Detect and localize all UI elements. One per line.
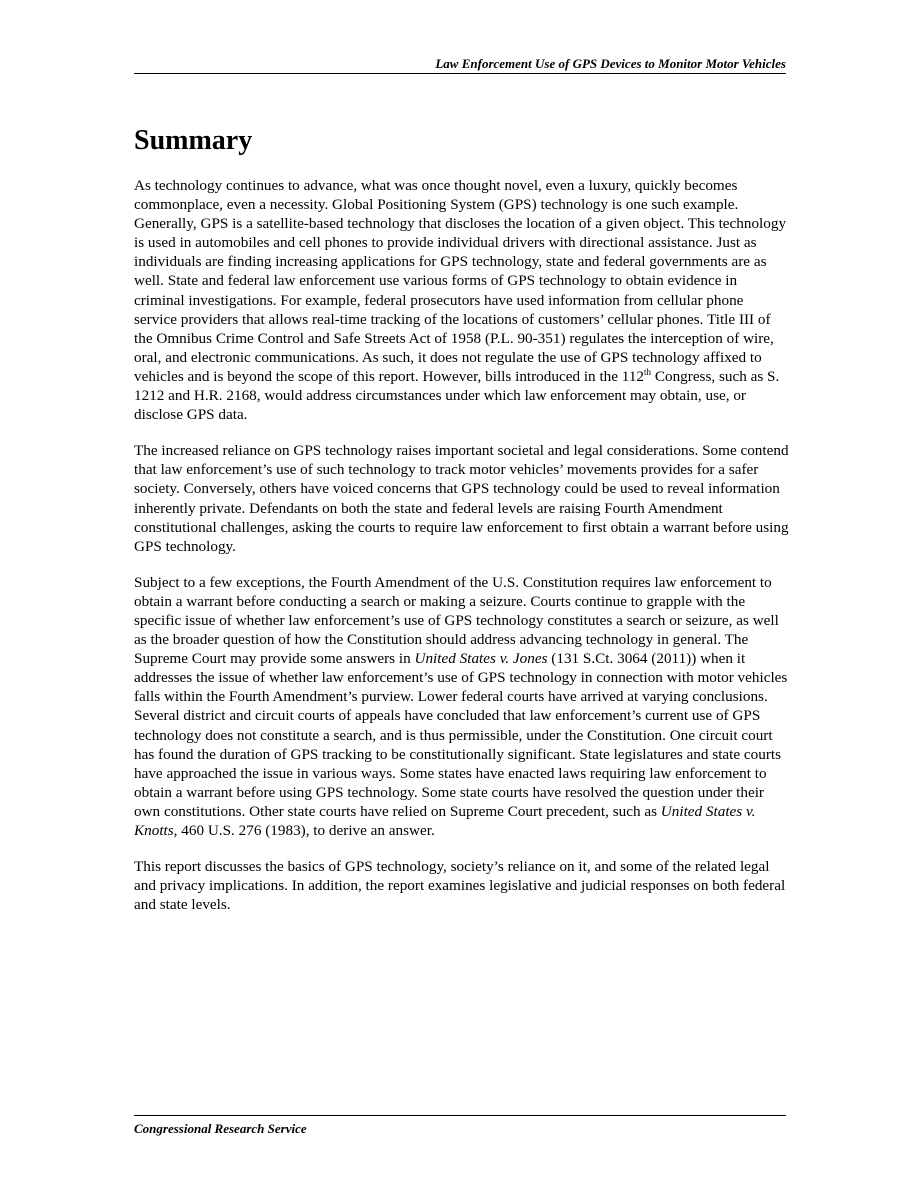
superscript-ordinal: th	[644, 366, 652, 377]
header-divider	[134, 73, 786, 74]
footer-divider	[134, 1115, 786, 1116]
paragraph	[134, 573, 789, 840]
summary-body	[134, 176, 789, 931]
paragraph	[134, 176, 789, 424]
case-citation: United States v. Knotts	[134, 802, 756, 839]
paragraph-text: Congress, such as S. 1212 and H.R. 2168, would address circumstances under which law enforcement may obtain, use, or disclose GPS data.	[134, 367, 780, 424]
paragraph-text: As technology continues to advance, what was once thought novel, even a luxury, quickly becomes commonplace, even a necessity. Global Positioning System (GPS) technology is one such example. Generally, GPS is a satellite-based technology that discloses the location of a given object. This technology is used in automobiles and cell phones to provide individual drivers with directional assistance. Just as individuals are finding increasing applications for GPS technology, state and federal governments are as well. State and federal law enforcement use various forms of GPS technology to obtain evidence in criminal investigations. For example, federal prosecutors have used information from cellular phone service providers that allows real-time tracking of the locations of customers’ cellular phones. Title III of the Omnibus Crime Control and Safe Streets Act of 1958 (P.L. 90-351) regulates the interception of wire, oral, and electronic communications. As such, it does not regulate the use of GPS technology affixed to vehicles and is beyond the scope of this report. However, bills introduced in the 112	[134, 177, 787, 385]
running-footer: Congressional Research Service	[134, 1121, 307, 1136]
case-citation: United States v. Jones	[414, 650, 548, 668]
paragraph-text: (131 S.Ct. 3064 (2011)) when it addresses the issue of whether law enforcement’s use of GPS technology in connection with motor vehicles falls within the Fourth Amendment’s purview. Lower federal courts have arrived at varying conclusions. Several district and circuit courts of appeals have concluded that law enforcement’s current use of GPS technology does not constitute a search, and is thus permissible, under the Constitution. One circuit court has found the duration of GPS tracking to be constitutionally significant. State legislatures and state courts have approached the issue in various ways. Some states have enacted laws requiring law enforcement to obtain a warrant before using GPS technology. Some state courts have resolved the question under their own constitutions. Other state courts have relied on Supreme Court precedent, such as	[134, 650, 788, 820]
paragraph: This report discusses the basics of GPS technology, society’s reliance on it, and some of the related legal and privacy implications. In addition, the report examines legislative and judicial responses on both federal and state levels.	[134, 858, 786, 914]
paragraph: The increased reliance on GPS technology raises important societal and legal considerations. Some contend that law enforcement’s use of such technology to track motor vehicles’ movements provides for a safer society. Conversely, others have voiced concerns that GPS technology could be used to reveal information inherently private. Defendants on both the state and federal levels are raising Fourth Amendment constitutional challenges, asking the courts to require law enforcement to first obtain a warrant before using GPS technology.	[134, 442, 789, 555]
paragraph-text: Subject to a few exceptions, the Fourth Amendment of the U.S. Constitution requires law enforcement to obtain a warrant before conducting a search or making a seizure. Courts continue to grapple with the specific issue of whether law enforcement’s use of GPS technology constitutes a search or seizure, as well as the broader question of how the Constitution should address advancing technology in general. The Supreme Court may provide some answers in	[134, 573, 779, 668]
running-header: Law Enforcement Use of GPS Devices to Monitor Motor Vehicles	[435, 56, 786, 71]
paragraph-text: , 460 U.S. 276 (1983), to derive an answer.	[173, 822, 435, 839]
page-title: Summary	[134, 125, 253, 156]
